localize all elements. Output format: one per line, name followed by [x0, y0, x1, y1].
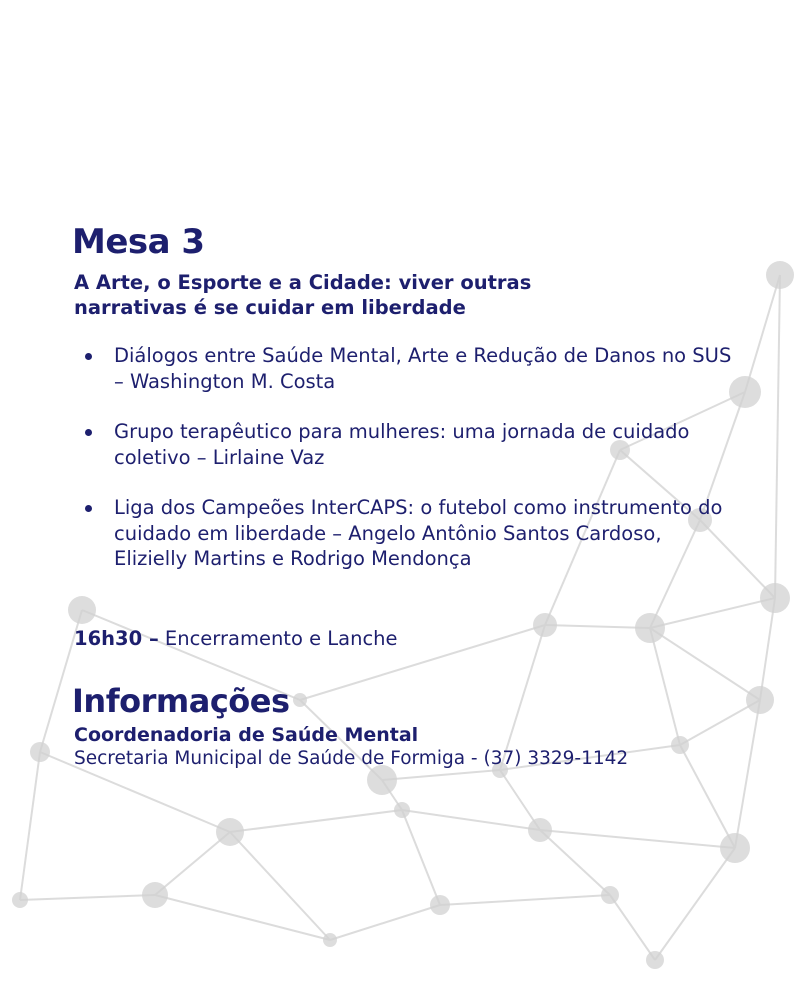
talk-text: Liga dos Campeões InterCAPS: o futebol como instrumento do cuidado em liberdade – Angelo Antônio Santos Cardoso, Elizielly Martins e Rodrigo Mendonça	[114, 496, 723, 570]
list-item	[72, 419, 732, 470]
closing-time: 16h30 –	[74, 627, 159, 650]
bullet-dot-icon	[85, 429, 92, 436]
info-organization: Coordenadoria de Saúde Mental	[74, 724, 419, 746]
talk-text: Diálogos entre Saúde Mental, Arte e Redução de Danos no SUS – Washington M. Costa	[114, 344, 732, 393]
talk-text: Grupo terapêutico para mulheres: uma jornada de cuidado coletivo – Lirlaine Vaz	[114, 420, 690, 469]
info-title: Informações	[72, 682, 290, 720]
bullet-dot-icon	[85, 353, 92, 360]
list-item	[72, 343, 732, 394]
closing-schedule	[74, 627, 398, 650]
info-contact: Secretaria Municipal de Saúde de Formiga - (37) 3329-1142	[74, 748, 629, 769]
closing-label: Encerramento e Lanche	[164, 627, 398, 650]
mesa-title: Mesa 3	[72, 222, 205, 262]
bullet-dot-icon	[85, 505, 92, 512]
list-item	[72, 495, 732, 572]
talk-list	[72, 343, 732, 572]
mesa-subtitle: A Arte, o Esporte e a Cidade: viver outras narrativas é se cuidar em liberdade	[74, 271, 532, 319]
